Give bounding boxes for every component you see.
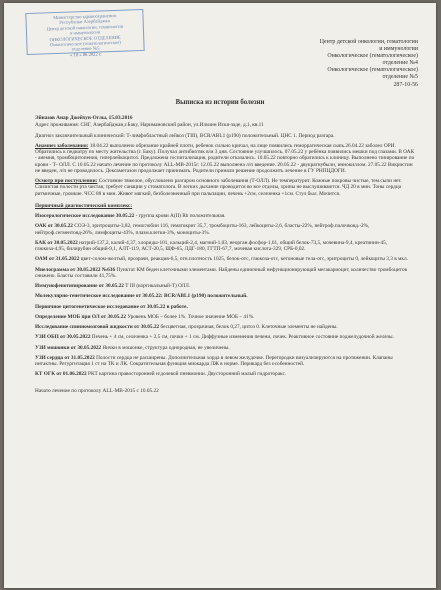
lab-text: Уровень МОБ – более 1%. Точное значение МОБ – 41%. [126,313,255,320]
lab-entry [35,283,415,289]
lab-label: Миелограмма от 30.05.2022 №636 [35,266,116,273]
lab-text: Пунктат КМ беден клеточными элементами. Найдены единичный нефункционирующий мегакариоцит, количество тромбоцитов снижено. Бласты составили 41,75%. [35,266,408,279]
org-line: Центр детской онкологии, гематологии [319,39,418,45]
lab-text: цвет-солом-желтый, прозрачн, реакция-6,5, отн.плотность 1025, белок-отс, глюкоза-отс, кетоновые тела-отс, эритроциты 0, лейкоциты 3,3 в мкл. [79,256,408,263]
lab-entry [35,334,415,340]
lab-entry [35,223,415,236]
lab-entry [35,256,415,262]
lab-entry [35,371,415,377]
document-body [35,115,415,398]
stamp-line: Онкологическое (гематологическое) [49,39,121,48]
lab-entry [35,213,415,219]
lab-text: Т III (кортикальный-Т) ОЛЛ. [123,283,191,289]
stamp-line: Министерство здравоохранения [53,12,116,21]
exam-text: Состояние тяжелое, обусловлено разгаром основного заболевания (Т-ОЛЛ). Не температурит. Кожные покровы чистые, тем.сыпи нет. Слизистая полости рта чистая, требует санации у стоматолога. В легких дыхание проводится во все отделы, хрипы не выслушиваются. ЧД 20 в мин. Тоны сердца ритмичные, громкие. ЧСС 88 в мин. Живот мягкий, безболезненный при пальпации, печень +2см, селезенка +1см. Стул был. Мочится. [35,178,402,197]
patient-name: Эйназов Анар Джейхун-Оглы, 15.03.2016 [35,115,133,121]
stamp-line: отделение №5 [71,45,100,52]
treatment-start: Начато лечение по протоколу ALL-MB-2015 с 10.05.22 [35,387,159,394]
lab-label: БАК от 30.05.2022 [35,239,78,246]
lab-label: Изосерологическое исследование 30.05.22 [35,213,135,219]
document-sheet [4,3,436,588]
lab-label: Иммунофенотипирование от 30.05.22 [35,283,124,289]
exam-label: Осмотр при поступлении: [35,178,98,184]
diagnosis-text: Диагноз заключительный клинический: Т-лимфобластный лейкоз (ТIII), BCR/ABL1 (p190) положительный. ЦНС 1. Период разгара. [35,132,335,139]
institution-stamp [25,9,144,58]
lab-text: Полости сердца не расширены. Дополнительная хорда в левом желудочке. Перегородки визуализируются на протяжении. Клапаны интактны. Регургитация 1 ст на ТК и ЛК. Сократительная функция миокарда ЛЖ в норме. Перикард без особенностей. [35,354,393,367]
lab-label: Исследование спинномозговой жидкости от 30.05.22 [35,324,160,330]
lab-results [35,213,415,378]
lab-text: бесцветная, прозрачная, белок 0,27, цитоз 0. Клеточные элементы не найдены. [159,324,338,330]
lab-label: ОАК от 30.05.22 [35,223,73,230]
lab-entry [35,240,415,253]
lab-label: УЗИ мошонки от 30.05.2022 [35,344,102,351]
lab-entry [35,345,415,351]
org-line: и иммунологии [379,46,418,53]
lab-entry [35,267,415,280]
lab-text: натрий-137,2, калий-4,37, хлориды-101, кальций-2,4, магний-1,03, неорган.фосфор-1,61, общий белок-73,5, мочевина-9,4, креатинин-45, глюкоза-4,95, билирубин общий-9,1, АЛТ-119, АСТ-20,5, ЩФ-65, ЛДГ-180, ГГТП-67,7, мочевая кислота-329, СРБ-0,02. [35,239,388,252]
org-line: Онкологическое (гематологическое) [327,53,418,60]
lab-label: ОАМ от 31.05.2022 [35,256,80,263]
stamp-line: Центр детской онкологии, гематологии [46,23,124,32]
document-title: Выписка из истории болезни [175,99,265,106]
lab-label: Определение МОБ при ОЛ от 30.05.22 [35,313,127,320]
lab-label: УЗИ ОБП от 30.05.2022 [35,334,91,341]
stamp-line: Республики Азербайджан [59,18,110,26]
lab-label: УЗИ сердца от 31.05.2022 [35,354,95,361]
lab-label: Молекулярно-генетическое исследование от 30.05.22: BCR/ABL1 (p190) положительный. [35,293,248,300]
anamnesis-text: 18.04.22 выполнено обрезание крайней плоти, ребенок сильно кричал, на лице появились геморрагическая сыпь.26.04.22 заболел ОРИ. Обратились к педиатру по месту жительства (г. Баку). Получал антибиотик в/м 3 дня. Состояние улучшилось. 07.05.22 у ребёнка появились мешки под глазами. В ОАК - анемия, тромбоцитопения, гиперлейкоцитоз. Предложена госпитализация, родители отказались. 10.05.22 повторно обратились к клиницу. Выполнено типирование по крови - Т- ОЛЛ. С 10.05.22 начато лечение по протоколу ALL-MB-2015г. 12.05.22 выполнена л/п введение. 20.05.22 - двукратнубыли, иннокиллом. 27.05.22 Викристин не введен, л/п не проводилось. Дексаметазон продолжает принимать. Родители приняли решение продолжить лечение в ГУ РНПЦДОГИ. [35,142,415,174]
stamp-line: ОНКОЛОГИЧЕСКОЕ ОТДЕЛЕНИЕ [49,34,121,42]
stamp-line: и иммунологии [69,29,101,36]
lab-label: КТ ОГК от 01.06.2022 [35,371,87,378]
lab-text: Яички в мошонке, структура однородная, не увеличены. [101,344,230,351]
org-line: Онкологическое (гематологическое) [327,67,418,74]
org-line: отделение №5 [382,74,418,81]
patient-address: Адрес проживания: СНГ, Азербайджан,г.Баку, Наримановский район, ул.Ильчин Искя-заде, д.1, кв.11 [35,122,264,129]
lab-text: РКТ картина правосторонней н/долевой пневмонии. Двусторонний малый гидроторакс. [86,371,287,378]
lab-text: - группа крови А(II) Rh положительная. [134,213,226,219]
lab-entry [35,304,415,310]
lab-text: Печень + 4 см, селезенка + 2,5 см, почки + 1 см. Диффузные изменения печени, почек. Реактивное состояние поджелудочной железы. [90,334,394,341]
lab-entry [35,324,415,330]
lab-text: СОЭ-3, эритроциты-3,82, гемоглобин 116, гематокрит 35,7, тромбоциты-163, лейкоциты-2,6, бласты-22%, нейтроф.палочкояд.-2%, нейтроф.сегментояд-26%, лимфоциты-43%, плазм.клетки-3%, моноциты-3%. [35,223,370,236]
org-line: отделение №4 [382,60,418,67]
stamp-line: « 10 » 06 2022 г. [70,51,102,58]
lab-label: Первичное цитогенетическое исследование от 30.05.22 в работе. [35,303,188,310]
org-phone: 287-10-56 [393,81,418,88]
lab-entry [35,355,415,368]
organization-header [268,39,418,89]
anamnesis-label: Анамнез заболевания: [35,142,89,149]
lab-entry [35,314,415,320]
primary-section-heading: Первичный диагностический комплекс: [35,202,133,209]
lab-entry [35,293,415,299]
